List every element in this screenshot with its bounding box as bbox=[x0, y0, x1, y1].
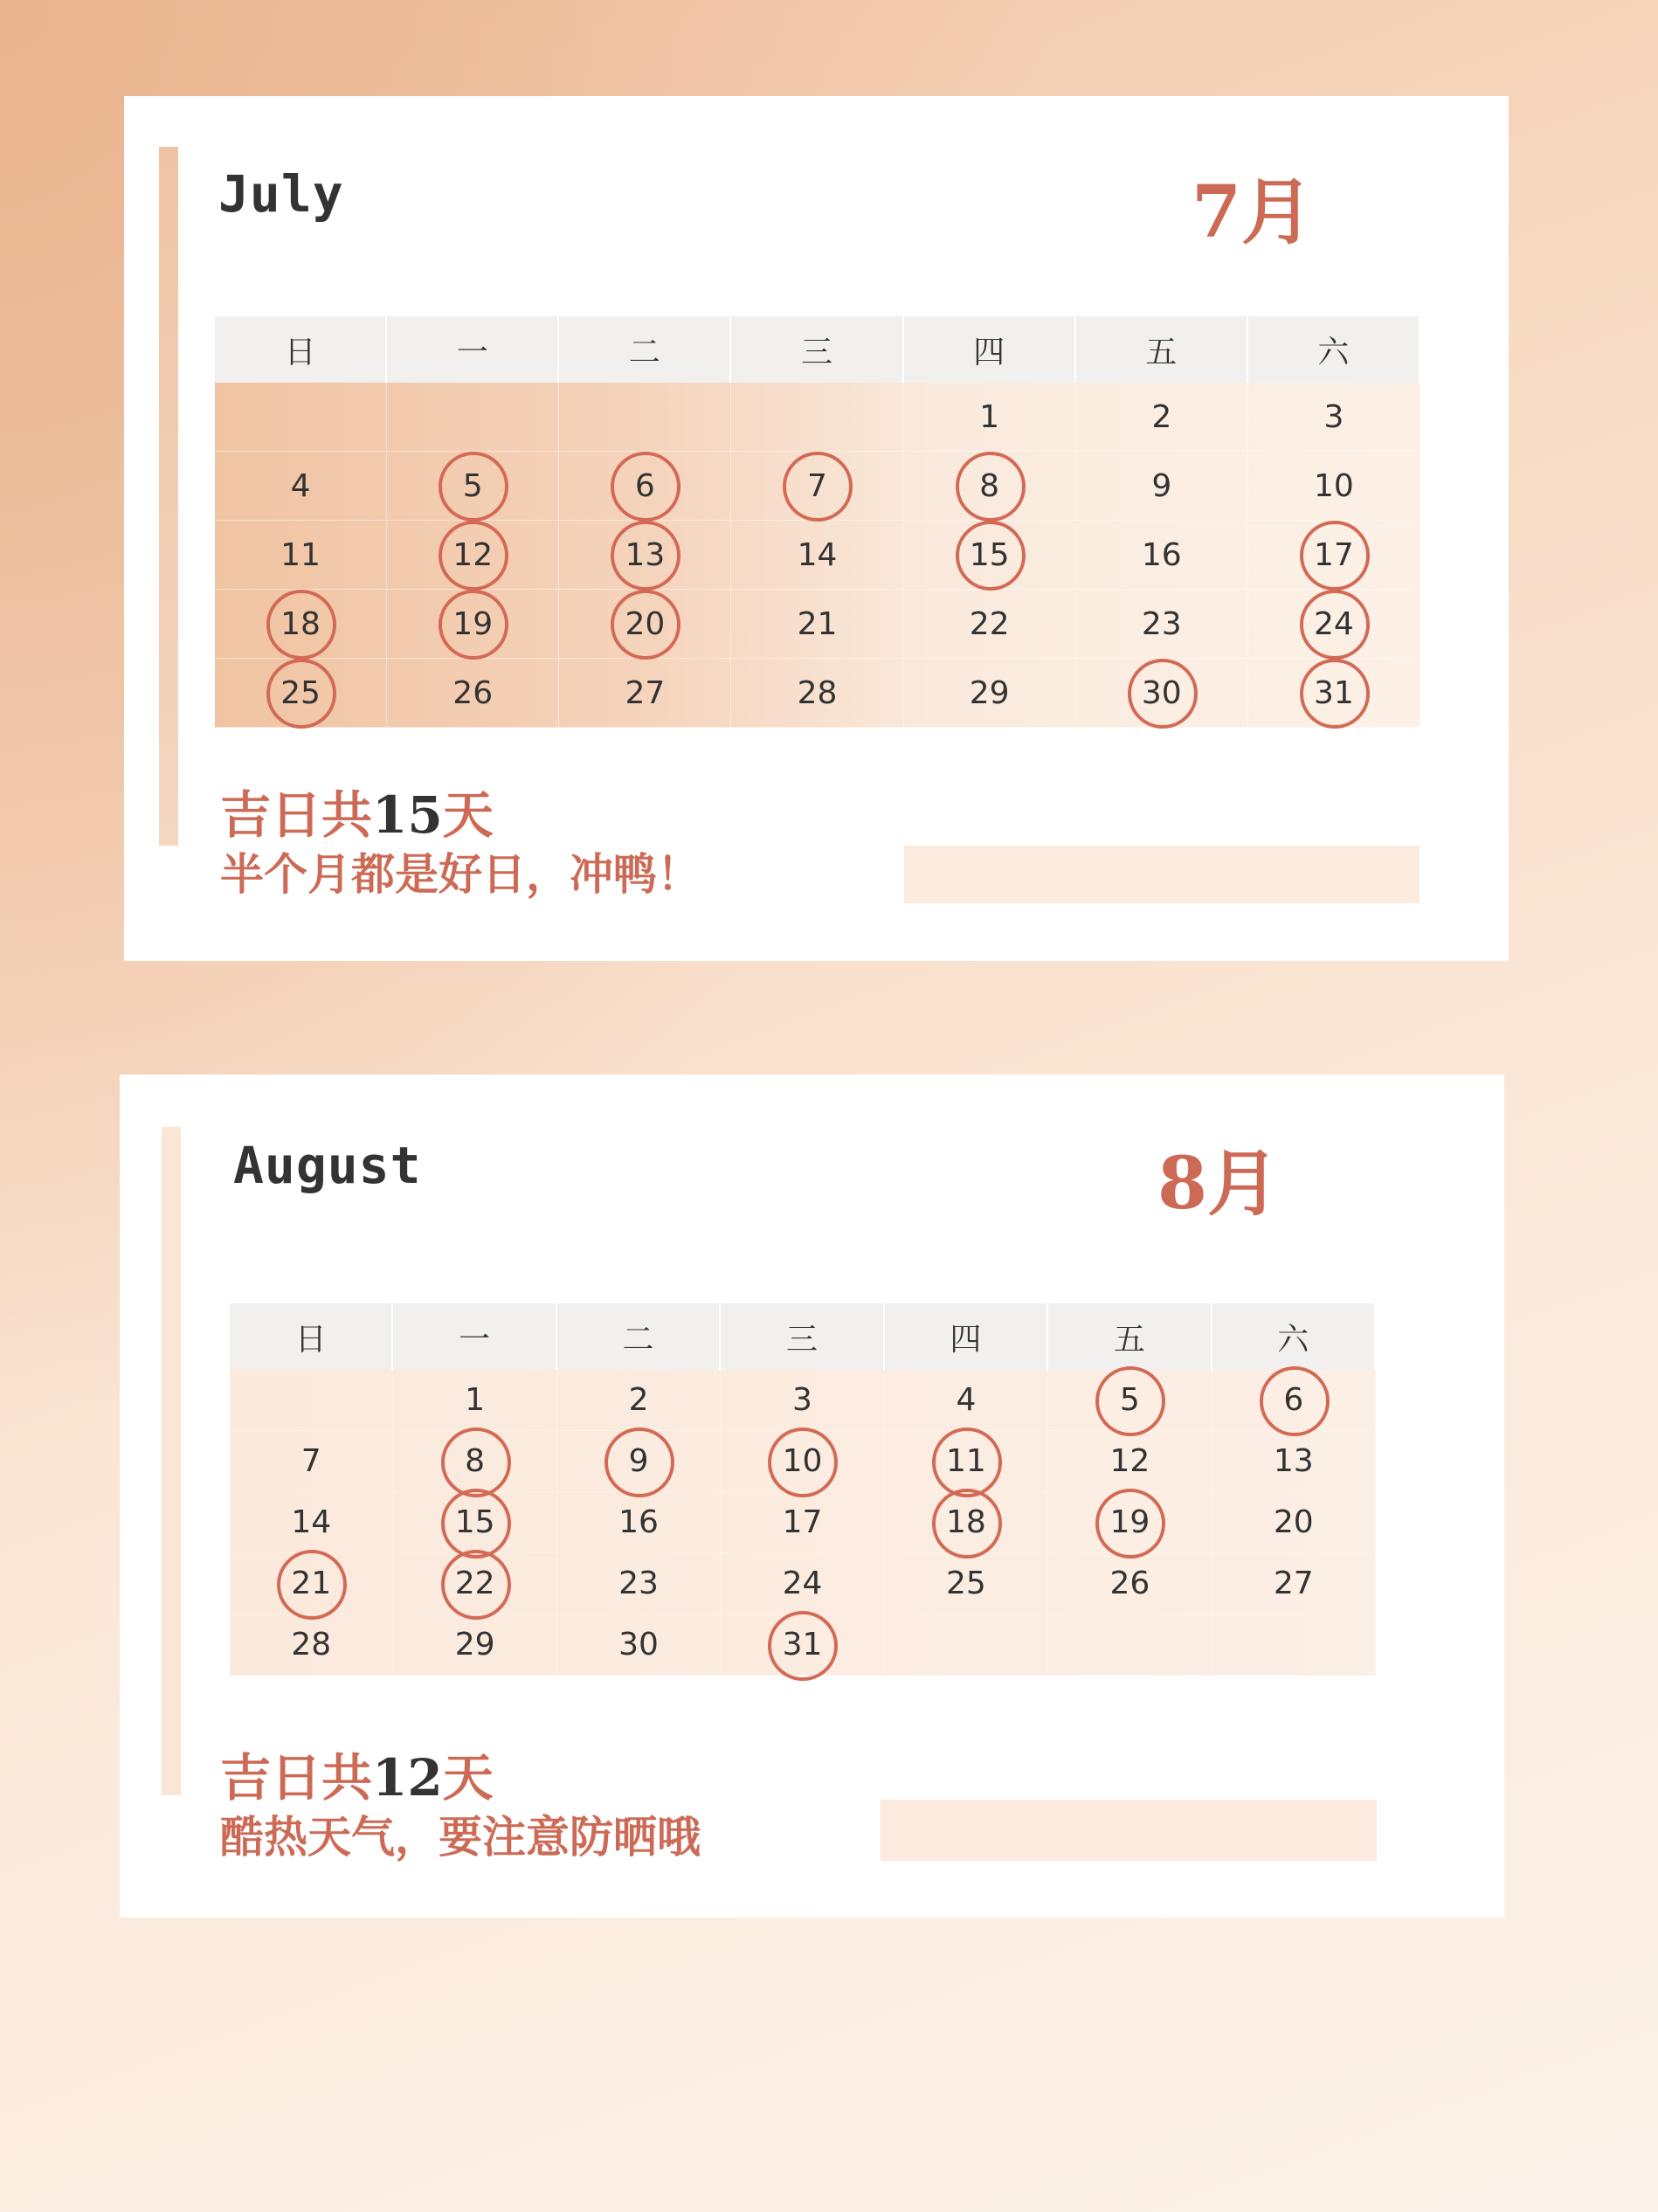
july-summary-suffix: 天 bbox=[442, 785, 494, 845]
august-day-cell-lucky: 18 bbox=[885, 1492, 1048, 1553]
july-title-cn: 7月 bbox=[1192, 170, 1314, 254]
august-day-cell: 16 bbox=[557, 1492, 721, 1553]
august-summary-suffix: 天 bbox=[442, 1748, 494, 1808]
july-day-cell bbox=[559, 383, 731, 452]
august-day-cell-lucky: 19 bbox=[1048, 1492, 1212, 1553]
august-day-cell-lucky: 21 bbox=[230, 1553, 393, 1614]
july-calendar-grid bbox=[215, 316, 1420, 728]
july-summary-count: 15 bbox=[372, 785, 443, 845]
july-day-cell-lucky: 5 bbox=[387, 452, 559, 521]
july-weekday-header: 六 bbox=[1248, 316, 1420, 383]
august-title-cn: 8月 bbox=[1157, 1142, 1280, 1226]
july-day-cell: 3 bbox=[1248, 383, 1420, 452]
august-day-cell: 25 bbox=[885, 1553, 1048, 1614]
july-day-cell-lucky: 8 bbox=[904, 452, 1076, 521]
august-day-cell bbox=[1048, 1614, 1212, 1676]
august-day-cell-lucky: 5 bbox=[1048, 1370, 1212, 1431]
july-summary-note: 半个月都是好日，冲鸭！ bbox=[220, 848, 701, 900]
july-day-cell-lucky: 13 bbox=[559, 521, 731, 590]
july-summary bbox=[220, 785, 701, 903]
july-weekday-header: 日 bbox=[215, 316, 387, 383]
august-day-cell: 12 bbox=[1048, 1431, 1212, 1492]
august-day-cell: 4 bbox=[885, 1370, 1048, 1431]
august-weekday-header: 六 bbox=[1212, 1303, 1376, 1370]
august-day-cell-lucky: 9 bbox=[557, 1431, 721, 1492]
august-day-cell-lucky: 31 bbox=[721, 1614, 884, 1676]
august-deco-bar bbox=[881, 1800, 1377, 1861]
july-title-en: July bbox=[218, 164, 344, 224]
july-day-cell-lucky: 25 bbox=[215, 659, 387, 728]
july-day-cell: 27 bbox=[559, 659, 731, 728]
july-day-cell: 23 bbox=[1076, 590, 1248, 659]
august-day-cell: 23 bbox=[557, 1553, 721, 1614]
july-weekday-header: 一 bbox=[387, 316, 559, 383]
august-day-cell-lucky: 15 bbox=[393, 1492, 556, 1553]
august-day-cell: 2 bbox=[557, 1370, 721, 1431]
july-day-cell bbox=[387, 383, 559, 452]
july-day-cell-lucky: 6 bbox=[559, 452, 731, 521]
august-day-cell-lucky: 10 bbox=[721, 1431, 884, 1492]
july-day-cell bbox=[215, 383, 387, 452]
july-day-cell: 4 bbox=[215, 452, 387, 521]
july-day-cell-lucky: 17 bbox=[1248, 521, 1420, 590]
july-day-cell-lucky: 19 bbox=[387, 590, 559, 659]
july-day-cell: 22 bbox=[904, 590, 1076, 659]
july-day-cell: 26 bbox=[387, 659, 559, 728]
august-summary-count-line bbox=[220, 1747, 701, 1808]
august-weekday-header: 三 bbox=[721, 1303, 884, 1370]
august-summary-count: 12 bbox=[372, 1748, 443, 1808]
july-weekday-header: 四 bbox=[904, 316, 1076, 383]
august-weekday-header: 一 bbox=[393, 1303, 556, 1370]
july-day-cell-lucky: 31 bbox=[1248, 659, 1420, 728]
august-day-cell: 17 bbox=[721, 1492, 884, 1553]
august-title-en: August bbox=[233, 1136, 422, 1195]
august-calendar-grid bbox=[230, 1303, 1376, 1676]
august-day-cell: 14 bbox=[230, 1492, 393, 1553]
august-day-cell: 28 bbox=[230, 1614, 393, 1676]
july-day-cell: 10 bbox=[1248, 452, 1420, 521]
july-day-cell-lucky: 20 bbox=[559, 590, 731, 659]
august-day-cell: 3 bbox=[721, 1370, 884, 1431]
july-day-cell: 16 bbox=[1076, 521, 1248, 590]
august-day-cell bbox=[885, 1614, 1048, 1676]
august-day-cell: 26 bbox=[1048, 1553, 1212, 1614]
july-deco-bar bbox=[904, 846, 1420, 903]
july-summary-count-line bbox=[220, 785, 701, 846]
july-day-cell: 14 bbox=[731, 521, 903, 590]
august-weekday-header: 五 bbox=[1048, 1303, 1212, 1370]
july-accent-bar bbox=[159, 147, 178, 846]
august-calendar-card bbox=[120, 1075, 1504, 1918]
august-day-cell: 24 bbox=[721, 1553, 884, 1614]
august-summary-note: 酷热天气，要注意防晒哦 bbox=[220, 1811, 701, 1863]
july-summary-prefix: 吉日共 bbox=[220, 785, 373, 845]
august-day-cell-lucky: 22 bbox=[393, 1553, 556, 1614]
august-summary bbox=[220, 1747, 701, 1866]
august-weekday-header: 日 bbox=[230, 1303, 393, 1370]
august-day-cell: 7 bbox=[230, 1431, 393, 1492]
august-day-cell bbox=[230, 1370, 393, 1431]
august-day-cell: 29 bbox=[393, 1614, 556, 1676]
july-weekday-header: 五 bbox=[1076, 316, 1248, 383]
august-day-cell bbox=[1212, 1614, 1376, 1676]
august-weekday-header: 二 bbox=[557, 1303, 721, 1370]
july-day-cell: 9 bbox=[1076, 452, 1248, 521]
july-day-cell-lucky: 24 bbox=[1248, 590, 1420, 659]
july-day-cell: 29 bbox=[904, 659, 1076, 728]
august-summary-prefix: 吉日共 bbox=[220, 1748, 373, 1808]
july-weekday-header: 二 bbox=[559, 316, 731, 383]
july-day-cell-lucky: 30 bbox=[1076, 659, 1248, 728]
august-day-cell: 20 bbox=[1212, 1492, 1376, 1553]
july-day-cell: 1 bbox=[904, 383, 1076, 452]
august-day-cell-lucky: 8 bbox=[393, 1431, 556, 1492]
august-day-cell: 13 bbox=[1212, 1431, 1376, 1492]
august-day-cell-lucky: 11 bbox=[885, 1431, 1048, 1492]
july-day-cell: 28 bbox=[731, 659, 903, 728]
july-day-cell-lucky: 15 bbox=[904, 521, 1076, 590]
july-day-cell: 21 bbox=[731, 590, 903, 659]
july-day-cell-lucky: 18 bbox=[215, 590, 387, 659]
july-day-cell-lucky: 7 bbox=[731, 452, 903, 521]
august-day-cell: 1 bbox=[393, 1370, 556, 1431]
august-day-cell: 27 bbox=[1212, 1553, 1376, 1614]
august-weekday-header: 四 bbox=[885, 1303, 1048, 1370]
august-day-cell-lucky: 6 bbox=[1212, 1370, 1376, 1431]
july-day-cell-lucky: 12 bbox=[387, 521, 559, 590]
july-calendar-card bbox=[124, 96, 1509, 961]
july-weekday-header: 三 bbox=[731, 316, 903, 383]
august-accent-bar bbox=[162, 1127, 181, 1795]
july-day-cell: 2 bbox=[1076, 383, 1248, 452]
july-day-cell bbox=[731, 383, 903, 452]
july-day-cell: 11 bbox=[215, 521, 387, 590]
august-day-cell: 30 bbox=[557, 1614, 721, 1676]
